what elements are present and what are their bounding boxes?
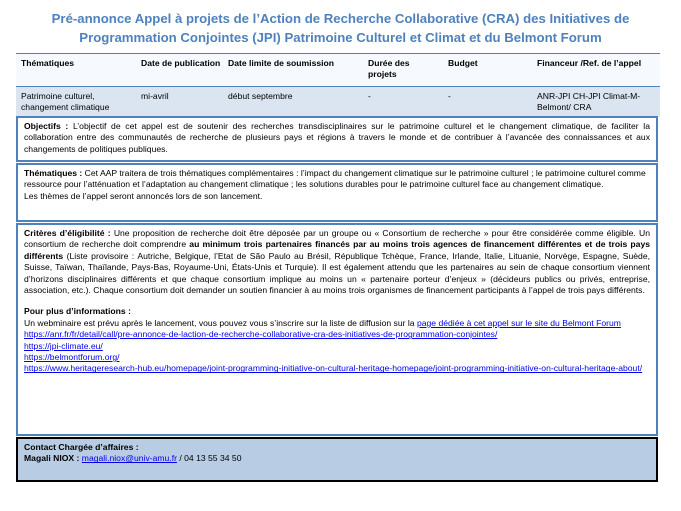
thematiques-section bbox=[16, 163, 658, 222]
summary-table bbox=[16, 53, 660, 117]
header-budget: Budget bbox=[448, 58, 478, 68]
contact-section bbox=[16, 437, 658, 482]
table-row bbox=[16, 87, 660, 117]
thematiques-text: Cet AAP traitera de trois thématiques complémentaires : l’impact du changement climatique sur le patrimoine culturel ; le patrimoine culturel comme ressource pour l’atténuation et l’adaptation au changement climatique ; les solutions durables pour le patrimoine culturel face au changement climatique. bbox=[24, 168, 646, 190]
objectifs-section bbox=[16, 116, 658, 162]
thematiques-note: Les thèmes de l’appel seront annoncés lors de son lancement. bbox=[24, 190, 263, 201]
title-line-1: Pré-annonce Appel à projets de l’Action de Recherche Collaborative (CRA) des Initiatives de bbox=[51, 11, 630, 26]
cell-date-publication: mi-avril bbox=[141, 91, 169, 101]
jpi-climate-link[interactable]: https://jpi-climate.eu/ bbox=[24, 340, 103, 351]
page-title bbox=[8, 9, 673, 47]
objectifs-text: L’objectif de cet appel est de soutenir des recherches transdisciplinaires sur le patrimoine culturel et le changement climatique, de faciliter la collaboration entre des communautés de recherche de plusieurs pays et régions à travers le monde et de contribuer à l’avancée des connaissances et aux changements de politiques publiques. bbox=[24, 121, 650, 154]
contact-name: Magali NIOX : bbox=[24, 453, 80, 464]
cell-date-limite: début septembre bbox=[228, 91, 293, 101]
contact-phone: / 04 13 55 34 50 bbox=[176, 453, 242, 464]
title-line-2: Programmation Conjointes (JPI) Patrimoine Culturel et Climat et du Belmont Forum bbox=[79, 30, 602, 45]
info-label: Pour plus d’informations : bbox=[24, 306, 131, 317]
contact-label: Contact Chargée d’affaires : bbox=[24, 442, 139, 452]
criteres-text-1: Une proposition de recherche doit être déposée par un groupe ou « Consortium de recherche » pour être considérée comme éligible. Un consortium de recherche doit comprendre bbox=[24, 228, 650, 250]
table-header-row bbox=[16, 53, 660, 87]
thematiques-label: Thématiques : bbox=[24, 168, 83, 178]
criteres-paragraph bbox=[24, 228, 650, 296]
header-date-limite: Date limite de soumission bbox=[228, 58, 335, 68]
belmont-page-link[interactable]: page dédiée à cet appel sur le site du Belmont Forum bbox=[416, 317, 621, 328]
criteres-section bbox=[16, 223, 658, 436]
header-date-publication: Date de publication bbox=[141, 58, 221, 68]
header-financeur: Financeur /Ref. de l’appel bbox=[537, 58, 642, 68]
heritage-research-hub-link[interactable]: https://www.heritageresearch-hub.eu/homepage/joint-programming-initiative-on-cultural-heritage-homepage/joint-programming-initiative-on-cultural-heritage-about/ bbox=[24, 363, 643, 374]
header-thematiques: Thématiques bbox=[21, 58, 75, 68]
contact-email-link[interactable]: magali.niox@univ-amu.fr bbox=[81, 453, 177, 464]
belmont-forum-link[interactable]: https://belmontforum.org/ bbox=[24, 352, 120, 363]
header-duree: Durée des projets bbox=[368, 58, 410, 79]
criteres-bold-requirement: au minimum trois partenaires financés par au moins trois agences de financement différentes et de trois pays différents bbox=[24, 239, 650, 261]
info-text: Un webminaire est prévu après le lancement, vous pouvez vous s’inscrire sur la liste de diffusion sur la bbox=[24, 317, 417, 328]
objectifs-label: Objectifs : bbox=[24, 121, 69, 131]
cell-budget: - bbox=[448, 91, 451, 101]
cell-financeur: ANR-JPI CH-JPI Climat-M-Belmont/ CRA bbox=[537, 91, 641, 112]
cell-duree: - bbox=[368, 91, 371, 101]
anr-link[interactable]: https://anr.fr/fr/detail/call/pre-annonce-de-laction-de-recherche-collaborative-cra-des-initiatives-de-programmation-conjointes/ bbox=[24, 329, 498, 340]
criteres-text-2: (Liste provisoire : Autriche, Belgique, l’Etat de São Paulo au Brésil, République Tchèque, France, Irlande, Italie, Lituanie, Norvège, Espagne, Suède, Suisse, Taïwan, Thaïlande, Pays-Bas, Royaume-Uni, États-Unis et Turquie). Il est également attendu que les partenaires au sein de chaque consortium viennent d’horizons disciplinaires différents et que chaque consortium implique au moins un « partenaire porteur d’enjeux » (décideurs publics ou privés, entreprise, association, etc.). Chaque consortium doit demander un soutien financier à au moins trois organismes de financement participants à l’appel de trois pays différents. bbox=[24, 250, 650, 296]
criteres-label: Critères d’éligibilité : bbox=[24, 228, 111, 238]
cell-thematiques: Patrimoine culturel, changement climatique bbox=[21, 91, 110, 112]
